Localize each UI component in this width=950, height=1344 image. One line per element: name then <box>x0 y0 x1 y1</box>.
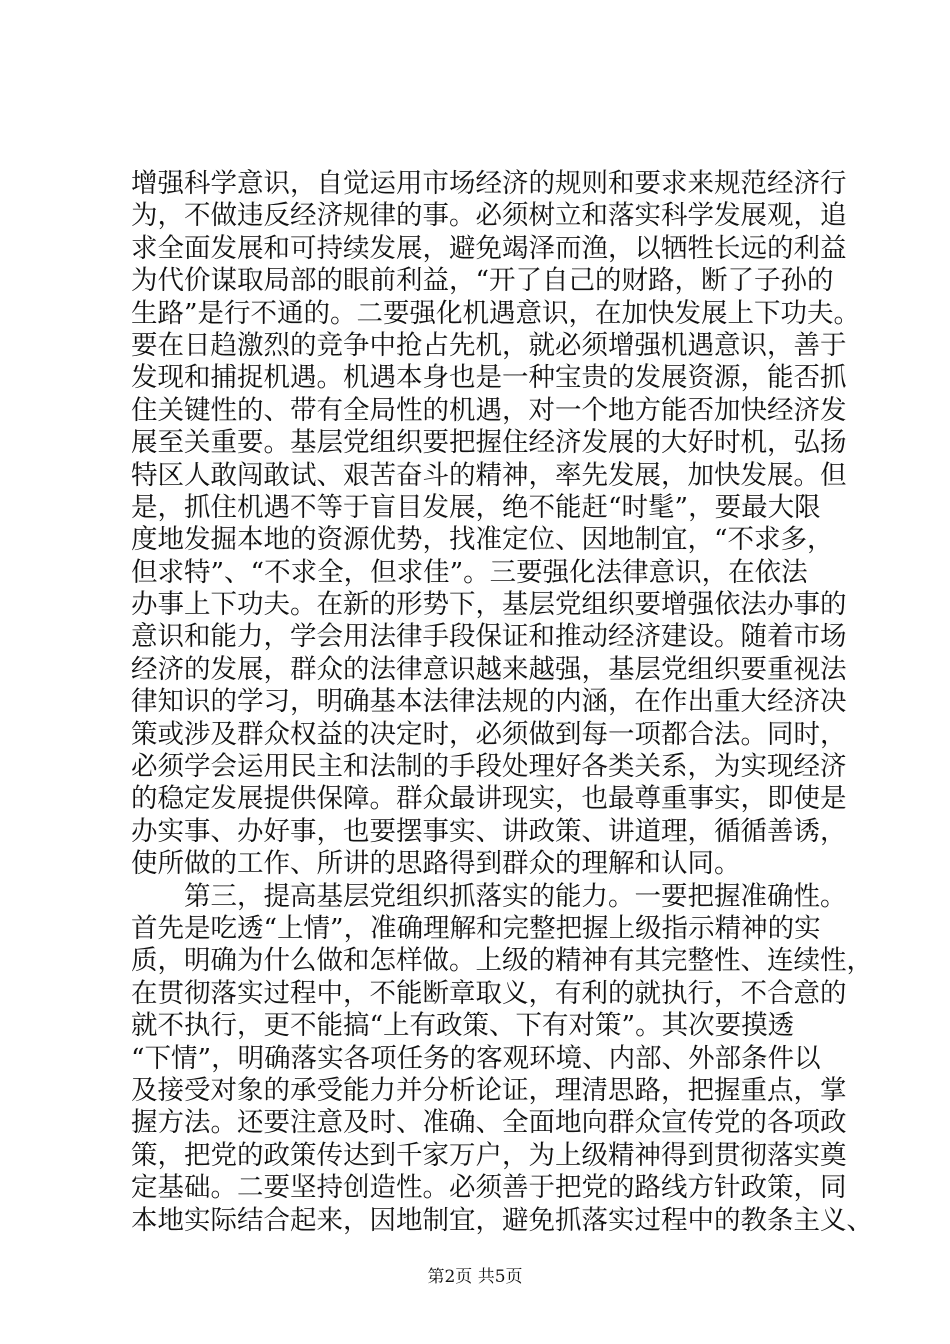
text-line: 但求特”、“不求全，但求佳”。三要强化法律意识，在依法 <box>131 556 808 588</box>
text-line: 要在日趋激烈的竞争中抢占先机，就必须增强机遇意识，善于 <box>131 329 847 361</box>
text-line: 求全面发展和可持续发展，避免竭泽而渔，以牺牲长远的利益 <box>131 232 847 264</box>
body-text <box>131 168 873 1237</box>
text-line: 发现和捕捉机遇。机遇本身也是一种宝贵的发展资源，能否抓 <box>131 362 847 394</box>
text-line: 律知识的学习，明确基本法律法规的内涵，在作出重大经济决 <box>131 686 847 718</box>
text-line: 必须学会运用民主和法制的手段处理好各类关系，为实现经济 <box>131 751 847 783</box>
text-line: 办实事、办好事，也要摆事实、讲政策、讲道理，循循善诱， <box>131 815 847 847</box>
text-line: 质，明确为什么做和怎样做。上级的精神有其完整性、连续性， <box>131 945 873 977</box>
text-line: 在贯彻落实过程中，不能断章取义，有利的就执行，不合意的 <box>131 977 847 1009</box>
text-line: 的稳定发展提供保障。群众最讲现实，也最尊重事实，即使是 <box>131 783 847 815</box>
paragraph-start-line: 第三，提高基层党组织抓落实的能力。一要把握准确性。 <box>131 880 847 912</box>
text-line: 住关键性的、带有全局性的机遇，对一个地方能否加快经济发 <box>131 394 847 426</box>
text-line: “下情”，明确落实各项任务的客观环境、内部、外部条件以 <box>131 1042 821 1074</box>
text-line: 展至关重要。基层党组织要把握住经济发展的大好时机，弘扬 <box>131 427 847 459</box>
text-line: 意识和能力，学会用法律手段保证和推动经济建设。随着市场 <box>131 621 847 653</box>
text-line: 是，抓住机遇不等于盲目发展，绝不能赶“时髦”，要最大限 <box>131 491 821 523</box>
text-line: 策，把党的政策传达到千家万户，为上级精神得到贯彻落实奠 <box>131 1139 847 1171</box>
text-line: 及接受对象的承受能力并分析论证，理清思路，把握重点，掌 <box>131 1074 847 1106</box>
text-line: 经济的发展，群众的法律意识越来越强，基层党组织要重视法 <box>131 653 847 685</box>
text-line: 首先是吃透“上情”，准确理解和完整把握上级指示精神的实 <box>131 912 821 944</box>
text-line: 特区人敢闯敢试、艰苦奋斗的精神，率先发展，加快发展。但 <box>131 459 847 491</box>
text-line: 办事上下功夫。在新的形势下，基层党组织要增强依法办事的 <box>131 589 847 621</box>
text-line: 策或涉及群众权益的决定时，必须做到每一项都合法。同时， <box>131 718 847 750</box>
text-line: 握方法。还要注意及时、准确、全面地向群众宣传党的各项政 <box>131 1107 847 1139</box>
text-line: 增强科学意识，自觉运用市场经济的规则和要求来规范经济行 <box>131 168 847 199</box>
text-line: 生路”是行不通的。二要强化机遇意识，在加快发展上下功夫。 <box>131 297 861 329</box>
text-line: 为，不做违反经济规律的事。必须树立和落实科学发展观，追 <box>131 200 847 232</box>
text-line: 本地实际结合起来，因地制宜，避免抓落实过程中的教条主义、 <box>131 1204 873 1236</box>
text-line: 使所做的工作、所讲的思路得到群众的理解和认同。 <box>131 848 741 880</box>
text-line: 就不执行，更不能搞“上有政策、下有对策”。其次要摸透 <box>131 1010 795 1042</box>
text-line: 定基础。二要坚持创造性。必须善于把党的路线方针政策，同 <box>131 1172 847 1204</box>
text-line: 为代价谋取局部的眼前利益，“开了自己的财路，断了子孙的 <box>131 265 834 297</box>
page-footer: 第2页 共5页 <box>427 1267 523 1287</box>
text-line: 度地发掘本地的资源优势，找准定位、因地制宜，“不求多， <box>131 524 834 556</box>
